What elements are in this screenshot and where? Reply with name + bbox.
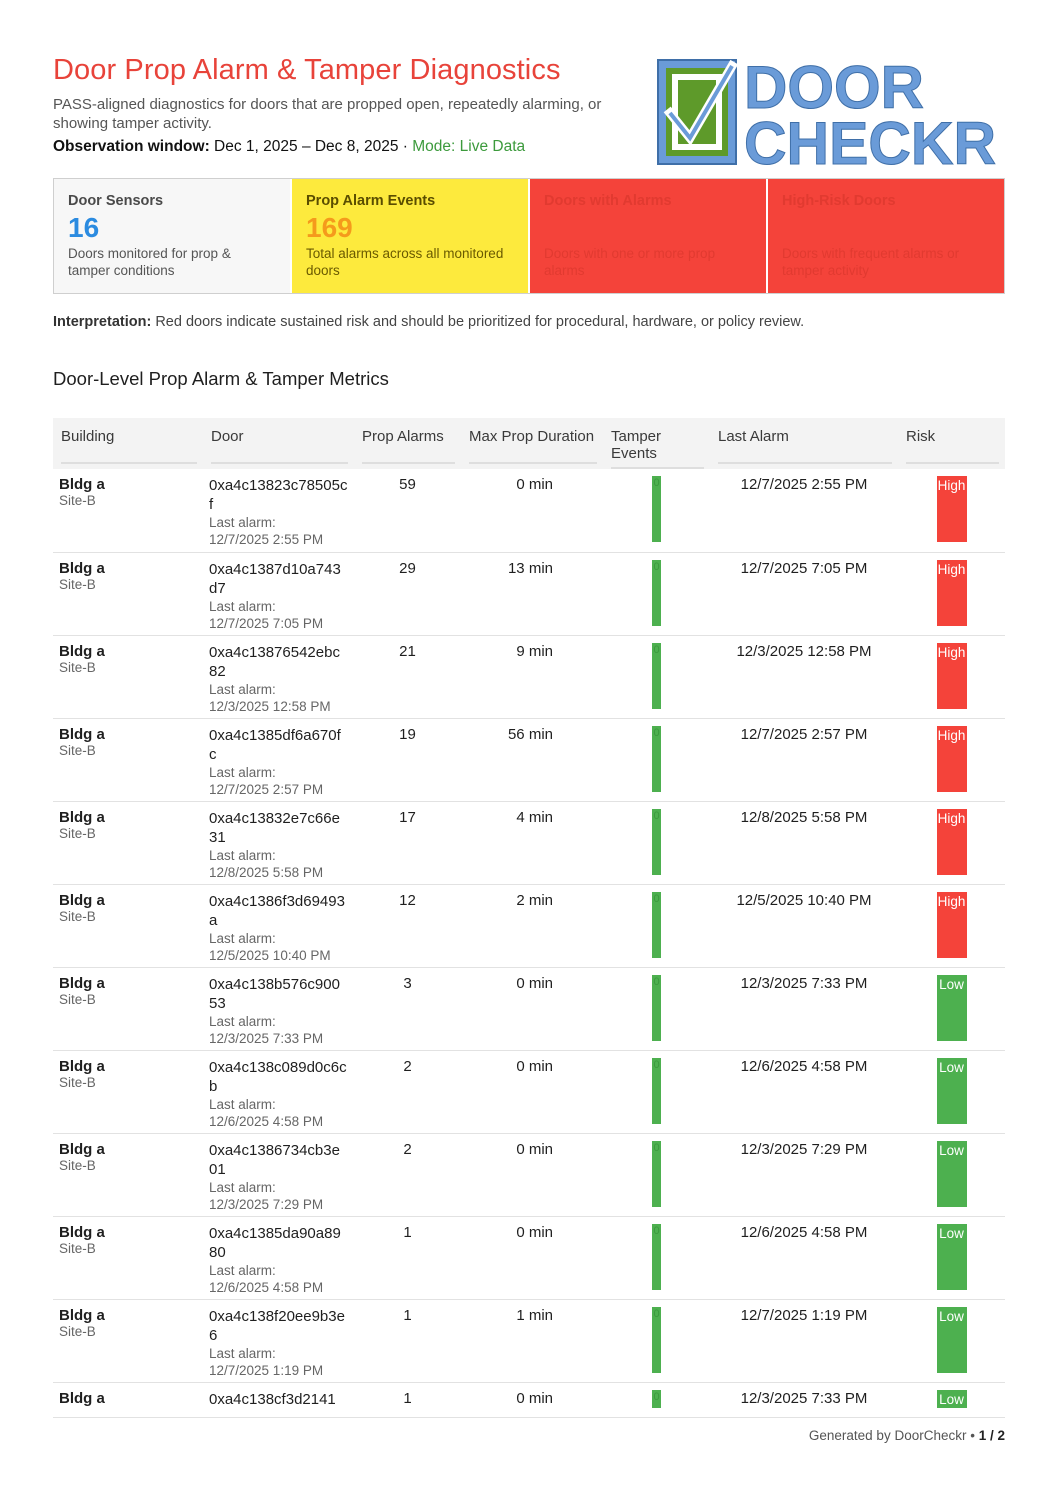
risk-cell bbox=[898, 801, 1005, 884]
prop-alarms-cell: 17 bbox=[354, 801, 461, 884]
max-prop-duration-cell: 0 min bbox=[461, 967, 603, 1050]
door-last-alarm-label: Last alarm: bbox=[209, 1013, 276, 1029]
risk-badge: High bbox=[937, 809, 967, 875]
table-row[interactable] bbox=[53, 1216, 1005, 1299]
building-name: Bldg a bbox=[59, 476, 105, 493]
building-site: Site-B bbox=[59, 659, 96, 675]
door-id: 0xa4c138cf3d2141 bbox=[209, 1390, 336, 1408]
door-last-alarm-time: 12/6/2025 4:58 PM bbox=[209, 1279, 324, 1295]
last-alarm-cell: 12/3/2025 12:58 PM bbox=[710, 635, 898, 718]
door-last-alarm-label: Last alarm: bbox=[209, 764, 276, 780]
interpretation-note bbox=[53, 314, 804, 330]
building-cell bbox=[53, 1133, 203, 1216]
building-site: Site-B bbox=[59, 1157, 96, 1173]
risk-badge: Low bbox=[937, 1141, 967, 1207]
observation-window bbox=[53, 138, 525, 156]
door-cell bbox=[203, 884, 354, 967]
door-last-alarm-time: 12/3/2025 7:33 PM bbox=[209, 1030, 324, 1046]
building-name: Bldg a bbox=[59, 1306, 105, 1324]
tamper-events-cell bbox=[603, 718, 710, 801]
tamper-events-cell bbox=[603, 1133, 710, 1216]
card-title: High-Risk Doors bbox=[782, 193, 896, 209]
door-last-alarm-label: Last alarm: bbox=[209, 1096, 276, 1112]
door-last-alarm-time: 12/5/2025 10:40 PM bbox=[209, 947, 331, 963]
card-value bbox=[782, 211, 990, 245]
column-header-last-alarm[interactable]: Last Alarm bbox=[710, 418, 898, 469]
building-name: Bldg a bbox=[59, 974, 105, 992]
door-cell bbox=[203, 1133, 354, 1216]
doorcheckr-logo bbox=[656, 58, 1001, 168]
page-footer bbox=[809, 1428, 1005, 1443]
card-doors-with-alarms bbox=[530, 179, 768, 293]
section-title: Door-Level Prop Alarm & Tamper Metrics bbox=[53, 368, 389, 389]
logo-line2: CHECKR bbox=[744, 110, 996, 168]
door-last-alarm-label: Last alarm: bbox=[209, 847, 276, 863]
door-last-alarm-label: Last alarm: bbox=[209, 598, 276, 614]
prop-alarms-cell: 19 bbox=[354, 718, 461, 801]
door-last-alarm-time: 12/7/2025 2:55 PM bbox=[209, 532, 324, 547]
door-cell bbox=[203, 718, 354, 801]
tamper-events-bar: 0 bbox=[652, 1390, 661, 1408]
prop-alarms-cell: 2 bbox=[354, 1133, 461, 1216]
column-header-max-prop-duration[interactable]: Max Prop Duration bbox=[461, 418, 603, 469]
card-desc: Doors with one or more prop alarms bbox=[544, 246, 716, 278]
card-title: Prop Alarm Events bbox=[306, 193, 436, 209]
risk-cell bbox=[898, 1050, 1005, 1133]
prop-alarms-cell: 21 bbox=[354, 635, 461, 718]
building-name: Bldg a bbox=[59, 642, 105, 660]
risk-badge: High bbox=[937, 643, 967, 709]
door-id: 0xa4c1386f3d69493a bbox=[209, 892, 345, 929]
door-last-alarm-time: 12/7/2025 7:05 PM bbox=[209, 615, 324, 631]
max-prop-duration-cell: 0 min bbox=[461, 1133, 603, 1216]
door-id: 0xa4c1385da90a8980 bbox=[209, 1224, 341, 1261]
max-prop-duration-cell: 0 min bbox=[461, 469, 603, 552]
last-alarm-cell: 12/7/2025 2:57 PM bbox=[710, 718, 898, 801]
table-row[interactable] bbox=[53, 967, 1005, 1050]
risk-cell bbox=[898, 1216, 1005, 1299]
max-prop-duration-cell: 13 min bbox=[461, 552, 603, 635]
tamper-events-cell bbox=[603, 469, 710, 552]
last-alarm-cell: 12/7/2025 2:55 PM bbox=[710, 469, 898, 552]
building-cell bbox=[53, 1382, 203, 1417]
last-alarm-cell: 12/6/2025 4:58 PM bbox=[710, 1050, 898, 1133]
door-id: 0xa4c1386734cb3e01 bbox=[209, 1141, 340, 1178]
card-value: 16 bbox=[68, 212, 100, 243]
prop-alarms-cell: 29 bbox=[354, 552, 461, 635]
risk-badge: Low bbox=[937, 975, 967, 1041]
door-id: 0xa4c138f20ee9b3e6 bbox=[209, 1307, 345, 1344]
building-name: Bldg a bbox=[59, 808, 105, 826]
tamper-events-bar: 0 bbox=[652, 892, 661, 958]
risk-cell bbox=[898, 1299, 1005, 1382]
door-id: 0xa4c1385df6a670fc bbox=[209, 726, 341, 763]
door-metrics-table bbox=[53, 418, 1005, 1418]
mode-label: Mode: Live Data bbox=[412, 138, 526, 155]
building-site: Site-B bbox=[59, 991, 96, 1007]
door-id: 0xa4c13876542ebc82 bbox=[209, 643, 340, 680]
table-row[interactable] bbox=[53, 1133, 1005, 1216]
door-last-alarm-label: Last alarm: bbox=[209, 1179, 276, 1195]
door-last-alarm-time: 12/3/2025 12:58 PM bbox=[209, 698, 331, 714]
last-alarm-cell: 12/8/2025 5:58 PM bbox=[710, 801, 898, 884]
building-cell bbox=[53, 635, 203, 718]
prop-alarms-cell: 2 bbox=[354, 1050, 461, 1133]
door-cell bbox=[203, 801, 354, 884]
building-site: Site-B bbox=[59, 576, 96, 592]
last-alarm-cell: 12/6/2025 4:58 PM bbox=[710, 1216, 898, 1299]
tamper-events-bar: 0 bbox=[652, 809, 661, 875]
max-prop-duration-cell: 1 min bbox=[461, 1299, 603, 1382]
risk-cell bbox=[898, 718, 1005, 801]
risk-badge: High bbox=[937, 476, 967, 542]
last-alarm-cell: 12/5/2025 10:40 PM bbox=[710, 884, 898, 967]
risk-cell bbox=[898, 967, 1005, 1050]
door-last-alarm-time: 12/8/2025 5:58 PM bbox=[209, 864, 324, 880]
tamper-events-bar: 0 bbox=[652, 1307, 661, 1373]
door-id: 0xa4c13832e7c66e31 bbox=[209, 809, 340, 846]
risk-badge: High bbox=[937, 726, 967, 792]
card-desc: Doors monitored for prop & tamper conditions bbox=[68, 246, 231, 278]
last-alarm-cell: 12/7/2025 7:05 PM bbox=[710, 552, 898, 635]
logo-line1: DOOR bbox=[744, 58, 924, 121]
table-row[interactable] bbox=[53, 1050, 1005, 1133]
tamper-events-bar: 0 bbox=[652, 726, 661, 792]
footer-text: Generated by DoorCheckr • bbox=[808, 1428, 975, 1443]
tamper-events-bar: 0 bbox=[652, 560, 661, 626]
observation-window-value: Dec 1, 2025 – Dec 8, 2025 bbox=[214, 138, 399, 155]
max-prop-duration-cell: 0 min bbox=[461, 1050, 603, 1133]
building-site: Site-B bbox=[59, 825, 96, 841]
door-last-alarm-label: Last alarm: bbox=[209, 681, 276, 697]
building-site: Site-B bbox=[59, 742, 96, 758]
risk-badge: Low bbox=[937, 1307, 967, 1373]
door-cell bbox=[203, 1382, 354, 1417]
checkbox-door-icon bbox=[658, 60, 736, 164]
table-row[interactable] bbox=[53, 552, 1005, 635]
column-header-risk[interactable]: Risk bbox=[898, 418, 1005, 469]
door-cell bbox=[203, 1216, 354, 1299]
column-header-prop-alarms[interactable]: Prop Alarms bbox=[354, 418, 461, 469]
card-door-sensors bbox=[54, 179, 292, 293]
risk-cell bbox=[898, 884, 1005, 967]
risk-badge: High bbox=[937, 892, 967, 958]
building-site: Site-B bbox=[59, 1323, 96, 1339]
card-title: Door Sensors bbox=[68, 193, 164, 209]
max-prop-duration-cell: 4 min bbox=[461, 801, 603, 884]
door-cell bbox=[203, 967, 354, 1050]
door-last-alarm-label: Last alarm: bbox=[209, 1262, 276, 1278]
door-cell bbox=[203, 635, 354, 718]
building-name: Bldg a bbox=[59, 1140, 105, 1158]
summary-cards bbox=[53, 178, 1005, 294]
table-row[interactable] bbox=[53, 718, 1005, 801]
door-id: 0xa4c138c089d0c6cb bbox=[209, 1058, 347, 1095]
prop-alarms-cell: 59 bbox=[354, 469, 461, 552]
tamper-events-cell bbox=[603, 801, 710, 884]
tamper-events-cell bbox=[603, 1050, 710, 1133]
tamper-events-cell bbox=[603, 884, 710, 967]
page-title: Door Prop Alarm & Tamper Diagnostics bbox=[53, 54, 561, 86]
prop-alarms-cell: 12 bbox=[354, 884, 461, 967]
tamper-events-bar: 0 bbox=[652, 1058, 661, 1124]
building-name: Bldg a bbox=[59, 891, 105, 909]
door-last-alarm-time: 12/7/2025 1:19 PM bbox=[209, 1362, 324, 1378]
building-cell bbox=[53, 884, 203, 967]
building-cell bbox=[53, 1216, 203, 1299]
last-alarm-cell: 12/7/2025 1:19 PM bbox=[710, 1299, 898, 1382]
table-header-row bbox=[53, 418, 1005, 469]
door-last-alarm-time: 12/7/2025 2:57 PM bbox=[209, 781, 324, 797]
building-cell bbox=[53, 801, 203, 884]
table-row[interactable] bbox=[53, 469, 1005, 552]
card-prop-alarm-events bbox=[292, 179, 530, 293]
tamper-events-bar: 0 bbox=[652, 1224, 661, 1290]
door-last-alarm-label: Last alarm: bbox=[209, 930, 276, 946]
building-cell bbox=[53, 552, 203, 635]
prop-alarms-cell: 1 bbox=[354, 1216, 461, 1299]
card-value bbox=[544, 211, 752, 245]
door-id: 0xa4c138b576c90053 bbox=[209, 975, 340, 1012]
card-value: 169 bbox=[306, 212, 353, 243]
column-header-door[interactable]: Door bbox=[203, 418, 354, 469]
prop-alarms-cell: 1 bbox=[354, 1299, 461, 1382]
door-cell bbox=[203, 1299, 354, 1382]
card-high-risk-doors bbox=[768, 179, 1004, 293]
card-desc: Total alarms across all monitored doors bbox=[306, 246, 504, 278]
tamper-events-cell bbox=[603, 552, 710, 635]
tamper-events-bar: 0 bbox=[652, 1141, 661, 1207]
interpretation-text: Red doors indicate sustained risk and should be prioritized for procedural, hardware, or policy review. bbox=[155, 314, 805, 330]
risk-badge: Low bbox=[937, 1224, 967, 1290]
tamper-events-bar: 0 bbox=[652, 975, 661, 1041]
risk-cell bbox=[898, 469, 1005, 552]
tamper-events-bar: 0 bbox=[652, 643, 661, 709]
building-site: Site-B bbox=[59, 493, 96, 508]
building-name: Bldg a bbox=[59, 1389, 105, 1407]
risk-cell bbox=[898, 1382, 1005, 1417]
building-name: Bldg a bbox=[59, 1057, 105, 1075]
separator: · bbox=[402, 138, 408, 155]
door-cell bbox=[203, 469, 354, 552]
building-cell bbox=[53, 967, 203, 1050]
risk-badge: Low bbox=[937, 1390, 967, 1408]
card-title: Doors with Alarms bbox=[544, 193, 672, 209]
interpretation-label: Interpretation: bbox=[53, 314, 152, 330]
max-prop-duration-cell: 0 min bbox=[461, 1382, 603, 1417]
prop-alarms-cell: 1 bbox=[354, 1382, 461, 1417]
max-prop-duration-cell: 56 min bbox=[461, 718, 603, 801]
building-cell bbox=[53, 718, 203, 801]
building-site: Site-B bbox=[59, 1074, 96, 1090]
door-id: 0xa4c1387d10a743d7 bbox=[209, 560, 341, 597]
card-desc: Doors with frequent alarms or tamper activity bbox=[782, 246, 960, 278]
tamper-events-cell bbox=[603, 635, 710, 718]
last-alarm-cell: 12/3/2025 7:33 PM bbox=[710, 967, 898, 1050]
table-row[interactable] bbox=[53, 1299, 1005, 1382]
risk-cell bbox=[898, 552, 1005, 635]
risk-cell bbox=[898, 635, 1005, 718]
door-last-alarm-label: Last alarm: bbox=[209, 1345, 276, 1361]
tamper-events-bar: 0 bbox=[652, 476, 661, 542]
tamper-events-cell bbox=[603, 1299, 710, 1382]
max-prop-duration-cell: 0 min bbox=[461, 1216, 603, 1299]
risk-cell bbox=[898, 1133, 1005, 1216]
door-cell bbox=[203, 552, 354, 635]
tamper-events-cell bbox=[603, 1382, 710, 1417]
prop-alarms-cell: 3 bbox=[354, 967, 461, 1050]
door-cell bbox=[203, 1050, 354, 1133]
risk-badge: Low bbox=[937, 1058, 967, 1124]
building-name: Bldg a bbox=[59, 1223, 105, 1241]
column-header-building[interactable]: Building bbox=[53, 418, 203, 469]
risk-badge: High bbox=[937, 560, 967, 626]
last-alarm-cell: 12/3/2025 7:33 PM bbox=[710, 1382, 898, 1417]
door-last-alarm-time: 12/3/2025 7:29 PM bbox=[209, 1196, 324, 1212]
building-site: Site-B bbox=[59, 908, 96, 924]
table-row[interactable] bbox=[53, 635, 1005, 718]
page-subtitle: PASS-aligned diagnostics for doors that are propped open, repeatedly alarming, or showing tamper activity. bbox=[53, 96, 602, 132]
building-cell bbox=[53, 469, 203, 552]
max-prop-duration-cell: 2 min bbox=[461, 884, 603, 967]
table-row[interactable] bbox=[53, 884, 1005, 967]
last-alarm-cell: 12/3/2025 7:29 PM bbox=[710, 1133, 898, 1216]
building-cell bbox=[53, 1050, 203, 1133]
table-row[interactable] bbox=[53, 1382, 1005, 1417]
building-name: Bldg a bbox=[59, 725, 105, 743]
max-prop-duration-cell: 9 min bbox=[461, 635, 603, 718]
observation-window-label: Observation window: bbox=[53, 138, 210, 155]
door-id: 0xa4c13823c78505cf bbox=[209, 477, 348, 513]
door-last-alarm-label: Last alarm: bbox=[209, 515, 276, 530]
column-header-tamper-events[interactable]: Tamper Events bbox=[603, 418, 710, 469]
tamper-events-cell bbox=[603, 1216, 710, 1299]
building-cell bbox=[53, 1299, 203, 1382]
table-row[interactable] bbox=[53, 801, 1005, 884]
page-number: 1 / 2 bbox=[978, 1428, 1005, 1443]
building-name: Bldg a bbox=[59, 559, 105, 577]
building-site: Site-B bbox=[59, 1240, 96, 1256]
door-last-alarm-time: 12/6/2025 4:58 PM bbox=[209, 1113, 324, 1129]
tamper-events-cell bbox=[603, 967, 710, 1050]
